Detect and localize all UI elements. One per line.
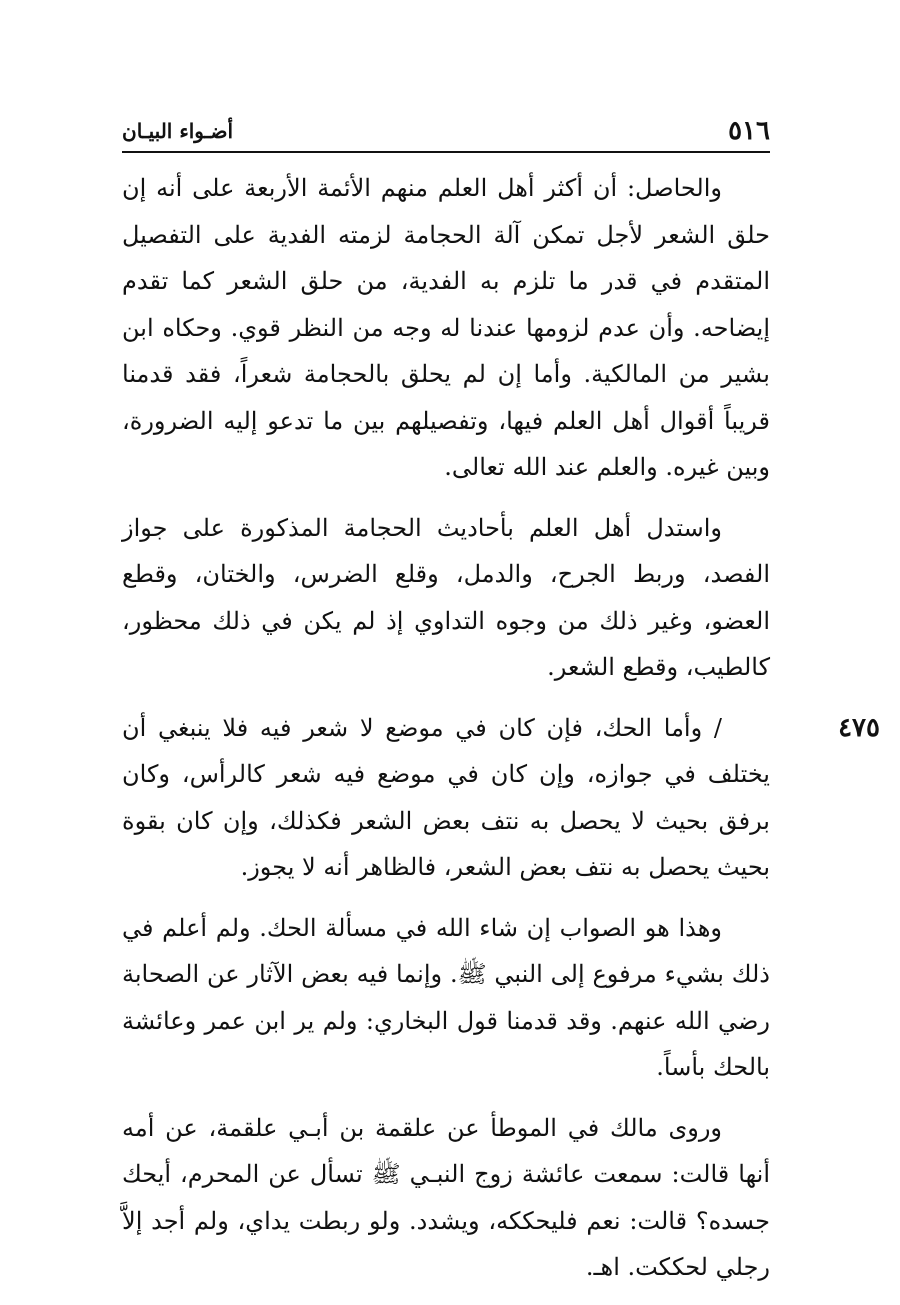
header-rule [122,151,770,153]
paragraph-3-container [122,705,880,891]
paragraph-1: والحاصل: أن أكثر أهل العلم منهم الأئمة الأربعة على أنه إن حلق الشعر لأجل تمكن آلة الحجامة لزمته الفدية على التفصيل المتقدم في قدر ما تلزم به الفدية، من حلق الشعر كما تقدم إيضاحه. وأن عدم لزومها عندنا له وجه من النظر قوي. وحكاه ابن بشير من المالكية. وأما إن لم يحلق بالحجامة شعراً، فقد قدمنا قريباً أقوال أهل العلم فيها، وتفصيلهم بين ما تدعو إليه الضرورة، وبين غيره. والعلم عند الله تعالى. [122,174,770,481]
margin-page-marker: ٤٧٥ [838,712,880,743]
paragraph-5: وروى مالك في الموطأ عن علقمة بن أبـي علقمة، عن أمه أنها قالت: سمعت عائشة زوج النبـي ﷺ تسأل عن المحرم، أيحك جسده؟ قالت: نعم فليحككه، ويشدد. ولو ربطت يداي، ولم أجد إلاَّ رجلي لحككت. اهـ. [122,1113,770,1281]
page-number: ٥١٦ [728,116,770,146]
paragraph-3: وأما الحك، فإن كان في موضع لا شعر فيه فلا ينبغي أن يختلف في جوازه، وإن كان في موضع فيه شعر كالرأس، وكان برفق بحيث لا يحصل به نتف بعض الشعر فكذلك، وإن كان بقوة بحيث يحصل به نتف بعض الشعر، فالظاهر أنه لا يجوز. [122,713,770,881]
paragraph-4: وهذا هو الصواب إن شاء الله في مسألة الحك. ولم أعلم في ذلك بشيء مرفوع إلى النبي ﷺ. وإنما فيه بعض الآثار عن الصحابة رضي الله عنهم. وقد قدمنا قول البخاري: ولم ير ابن عمر وعائشة بالحك بأساً. [122,913,770,1081]
paragraph-2: واستدل أهل العلم بأحاديث الحجامة المذكورة على جواز الفصد، وربط الجرح، والدمل، وقلع الضرس، والختان، وقطع العضو، وغير ذلك من وجوه التداوي إذ لم يكن في ذلك محظور، كالطيب، وقطع الشعر. [122,513,770,681]
body-text [122,165,880,1305]
page-header [122,112,770,150]
book-title: أضـواء البيـان [122,119,234,143]
page-break-mark: / [713,713,722,742]
